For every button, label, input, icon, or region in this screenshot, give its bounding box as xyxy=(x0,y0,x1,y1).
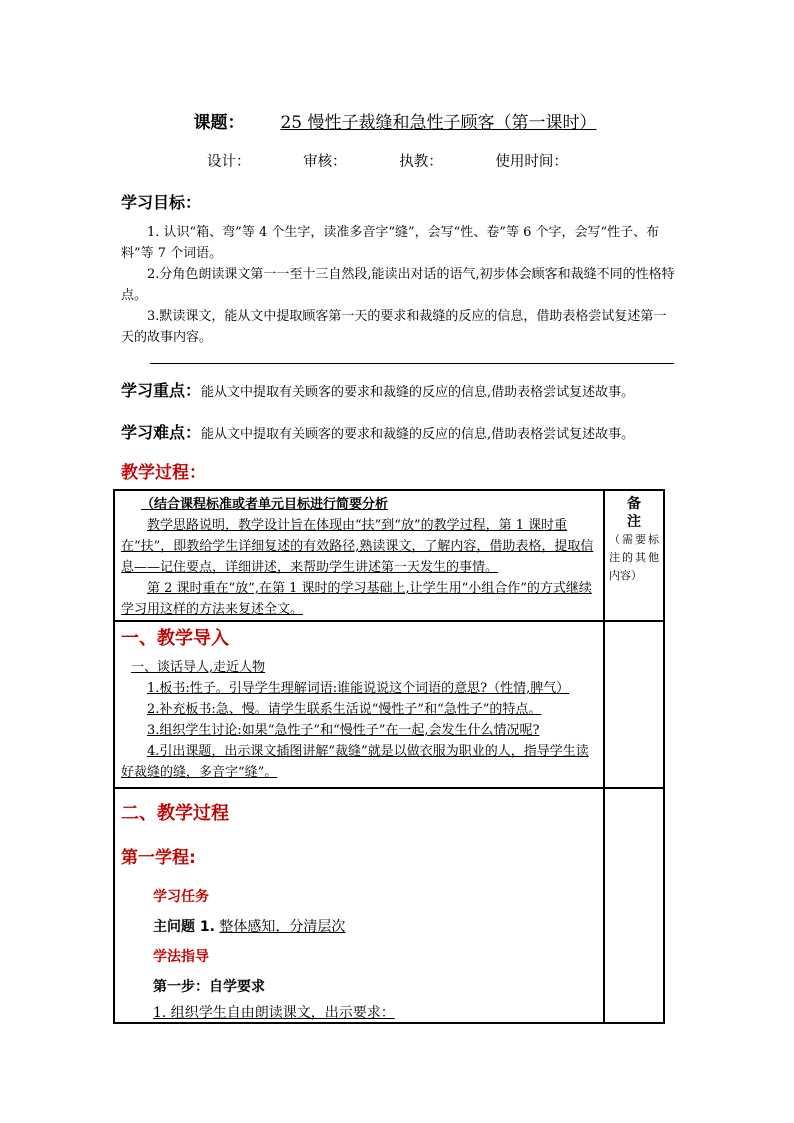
key-point-label: 学习重点： xyxy=(121,381,202,400)
main-question xyxy=(153,916,597,936)
task-label: 学习任务 xyxy=(153,889,209,905)
analysis-cell xyxy=(114,490,604,621)
key-point-text: 能从文中提取有关顾客的要求和裁缝的反应的信息,借助表格尝试复述故事。 xyxy=(201,385,635,400)
analysis-paragraph: 第 2 课时重在“放”,在第 1 课时的学习基础上,让学生用“小组合作”的方式继续学习用这样的方法来复述全文。 xyxy=(121,581,592,617)
analysis-paragraph: 教学思路说明，教学设计旨在体现由“扶”到“放”的教学过程，第 1 课时重在“扶”，即教给学生详细复述的有效路径,熟读课文，了解内容，借助表格，提取信息——记住要点，详细讲述，来帮助学生讲述第一天发生的事情。 xyxy=(121,518,594,575)
main-question-label: 主问题 1. xyxy=(153,919,215,935)
title-value: 25 慢性子裁缝和急性子顾客（第一课时） xyxy=(280,113,597,133)
method-label: 学法指导 xyxy=(153,949,209,965)
main-question-text: 整体感知，分清层次 xyxy=(219,919,346,935)
goals-list xyxy=(121,222,677,348)
intro-item: 1.板书:性子。引导学生理解词语:谁能说说这个词语的意思?（性情,脾气） xyxy=(147,681,570,696)
step-label: 第一步：自学要求 xyxy=(153,979,265,995)
note-title: 备 xyxy=(627,496,641,512)
analysis-lead: （结合课程标准或者单元目标进行简要分析 xyxy=(141,497,389,512)
goals-heading: 学习目标： xyxy=(121,193,202,212)
intro-heading: 一、教学导入 xyxy=(121,628,229,649)
note-title: 注 xyxy=(627,514,641,530)
note-cell-empty xyxy=(604,621,664,788)
intro-subheading: 一、谈话导人,走近人物 xyxy=(131,660,266,675)
goal-item: 2.分角色朗读课文第一一至十三自然段,能读出对话的语气,初步体会顾客和裁缝不同的性格特点。 xyxy=(121,267,675,303)
goal-item: 3.默读课文，能从文中提取顾客第一天的要求和裁缝的反应的信息，借助表格尝试复述第一天的故事内容。 xyxy=(121,309,667,345)
process-heading: 教学过程： xyxy=(121,463,206,483)
note-cell-empty xyxy=(604,788,664,1023)
step1-heading: 第一学程: xyxy=(121,848,196,868)
intro-item: 2.补充板书:急、慢。请学生联系生活说“慢性子”和“急性子”的特点。 xyxy=(147,702,542,717)
key-point xyxy=(121,378,634,401)
lesson-table xyxy=(113,489,665,1024)
difficult-point-text: 能从文中提取有关顾客的要求和裁缝的反应的信息,借助表格尝试复述故事。 xyxy=(201,427,635,442)
intro-item: 4.引出课题，出示课文插图讲解“裁缝”就是以做衣服为职业的人，指导学生读好裁缝的缝，多音字“缝”。 xyxy=(121,744,589,780)
process-cell xyxy=(114,788,604,1023)
note-cell xyxy=(604,490,664,621)
meta-time: 使用时间： xyxy=(495,154,568,170)
divider xyxy=(150,363,674,364)
meta-row xyxy=(207,150,616,171)
note-text: （需要标注的其他内容） xyxy=(609,533,659,582)
step-item: 1. 组织学生自由朗读课文，出示要求： xyxy=(153,1005,395,1021)
meta-design: 设计： xyxy=(207,154,251,170)
page-title xyxy=(0,108,794,133)
intro-cell xyxy=(114,621,604,788)
difficult-point-label: 学习难点： xyxy=(121,423,202,442)
section2-heading: 二、教学过程 xyxy=(121,803,229,824)
difficult-point xyxy=(121,420,634,443)
intro-item: 3.组织学生讨论:如果“急性子”和“慢性子”在一起,会发生什么情况呢? xyxy=(147,723,540,738)
meta-review: 审核： xyxy=(303,154,347,170)
meta-teach: 执教： xyxy=(399,154,443,170)
goal-item: 1. 认识“箱、弯”等 4 个生字，读准多音字“缝”，会写“性、卷”等 6 个字，会写“性子、布料”等 7 个词语。 xyxy=(121,225,660,261)
title-label: 课题： xyxy=(193,113,245,133)
